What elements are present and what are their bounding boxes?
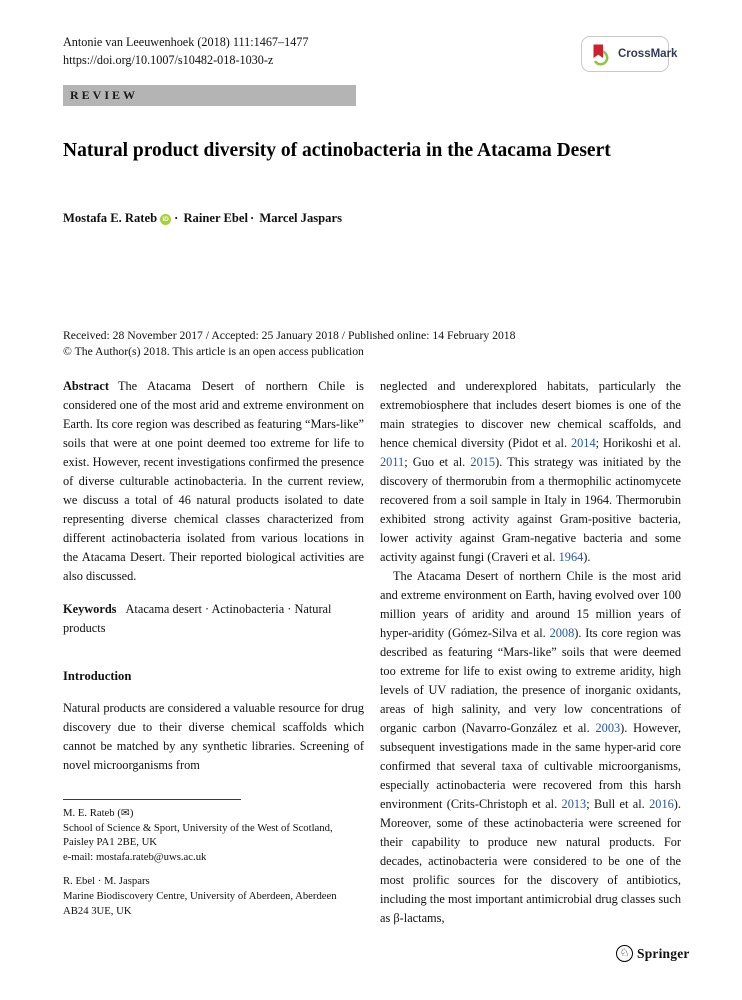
author-line <box>63 211 683 226</box>
citation-link[interactable]: 2014 <box>570 436 596 450</box>
abstract-label: Abstract <box>63 379 109 393</box>
text-segment: ). This strategy was initiated by the discovery of thermorubin from a thermophilic actinomycete recovered from a soil sample in Italy in 1964. Thermorubin exhibited strong activity against Gram-positive bacteria, lower activity against Gram-negative bacteria and some activity against fungi (Craveri et al. <box>380 455 682 564</box>
crossmark-icon <box>589 42 613 66</box>
author-separator: · <box>174 211 179 225</box>
text-segment: ). Its core region was described as featuring “Mars-like” soils that were deemed too extreme for life to exist owing to extreme aridity, high levels of UV radiation, the presence of inorganic oxidants, areas of high salinity, and very low concentrations of organic carbon (Navarro-González et al. <box>380 626 681 735</box>
author-separator: · <box>249 211 255 225</box>
springer-horse-icon: ♘ <box>616 945 633 962</box>
crossmark-label: CrossMark <box>618 48 678 60</box>
crossmark-badge[interactable] <box>581 36 678 72</box>
footnote-rule <box>63 799 241 800</box>
citation-link[interactable]: 2016 <box>649 797 674 811</box>
keywords-label: Keywords <box>63 602 117 616</box>
received-line: Received: 28 November 2017 / Accepted: 25 January 2018 / Published online: 14 February 2018 <box>63 329 516 342</box>
right-column <box>380 377 681 928</box>
citation-link[interactable]: 2015 <box>470 455 496 469</box>
journal-header <box>63 34 309 69</box>
footnotes <box>63 806 364 918</box>
citation-link[interactable]: 2013 <box>561 797 587 811</box>
citation-link[interactable]: 2003 <box>595 721 621 735</box>
text-segment: ; Guo et al. <box>404 455 471 469</box>
footnote-block <box>63 806 364 864</box>
doi-link[interactable]: https://doi.org/10.1007/s10482-018-1030-z <box>63 52 274 67</box>
article-history <box>63 328 683 360</box>
text-segment: ; Bull et al. <box>586 797 650 811</box>
copyright-line: © The Author(s) 2018. This article is an open access publication <box>63 345 364 358</box>
text-segment: ). <box>583 550 591 564</box>
keywords-text: Atacama desert · Actinobacteria · Natural products <box>63 602 332 635</box>
footnote-block <box>63 874 364 918</box>
affiliation: School of Science & Sport, University of the West of Scotland, Paisley PA1 2BE, UK <box>63 821 333 849</box>
citation-link[interactable]: 1964 <box>558 550 584 564</box>
affiliation: Marine Biodiscovery Centre, University of Aberdeen, Aberdeen AB24 3UE, UK <box>63 889 337 917</box>
orcid-icon[interactable]: iD <box>160 214 171 225</box>
keywords-paragraph <box>63 600 364 638</box>
section-heading-introduction: Introduction <box>63 669 132 683</box>
text-segment: ). Moreover, some of these actinobacteria were screened for their capability to produce new natural products. For decades, actinobacteria were considered to be one of the most prolific sources for the discovery of antibiotics, including the most important antimicrobial drug classes such as β-lactams, <box>380 797 681 925</box>
text-segment: ; Horikoshi et al. <box>595 436 681 450</box>
abstract-paragraph <box>63 377 364 586</box>
author-name: Mostafa E. Rateb <box>63 211 158 225</box>
body-paragraph <box>380 377 681 567</box>
abstract-text: The Atacama Desert of northern Chile is considered one of the most arid and extreme environment on Earth. Its core region was described as featuring “Mars-like” soils that were at one point deemed too extreme for life to exist. However, recent investigations confirmed the presence of diverse culturable actinobacteria. In the current review, we discuss a total of 46 natural products isolated to date representing diverse chemical classes characterized from different actinobacteria isolated from various locations in the Atacama Desert. Their reported biological activities are also discussed. <box>63 379 364 583</box>
article-type-banner: REVIEW <box>63 85 356 106</box>
journal-citation: Antonie van Leeuwenhoek (2018) 111:1467–1477 <box>63 35 309 49</box>
text-segment: The Atacama Desert of northern Chile is the most arid and extreme environment on Earth, having evolved over 100 million years of aridity and around 15 million years of hyper-aridity (Gómez-Silva et al. <box>380 569 681 640</box>
springer-logo <box>616 945 690 962</box>
citation-link[interactable]: 2008 <box>549 626 575 640</box>
springer-wordmark: Springer <box>637 945 690 961</box>
corresponding-author: M. E. Rateb (✉) <box>63 807 134 819</box>
left-column <box>63 377 364 775</box>
page-title: Natural product diversity of actinobacteria in the Atacama Desert <box>63 140 611 161</box>
author-name: Marcel Jaspars <box>259 211 342 225</box>
text-segment: neglected and underexplored habitats, particularly the extremobiosphere that includes desert biomes is one of the main strategies to discover new chemical scaffolds, and hence chemical diversity (Pidot et al. <box>380 379 681 450</box>
citation-link[interactable]: 2011 <box>380 455 405 469</box>
author-name: Rainer Ebel <box>183 211 248 225</box>
author-names: R. Ebel · M. Jaspars <box>63 875 150 888</box>
email-link[interactable]: e-mail: mostafa.rateb@uws.ac.uk <box>63 850 207 863</box>
text-segment: ). However, subsequent investigations made in the same hyper-arid core confirmed that several taxa of cultivable microorganisms, especially actinobacteria were recovered from this harsh environment (Crits-Christoph et al. <box>380 721 681 811</box>
body-paragraph <box>380 567 681 928</box>
intro-paragraph: Natural products are considered a valuable resource for drug discovery due to their diverse chemical scaffolds which cannot be matched by any synthetic libraries. Screening of novel microorganisms from <box>63 701 364 772</box>
